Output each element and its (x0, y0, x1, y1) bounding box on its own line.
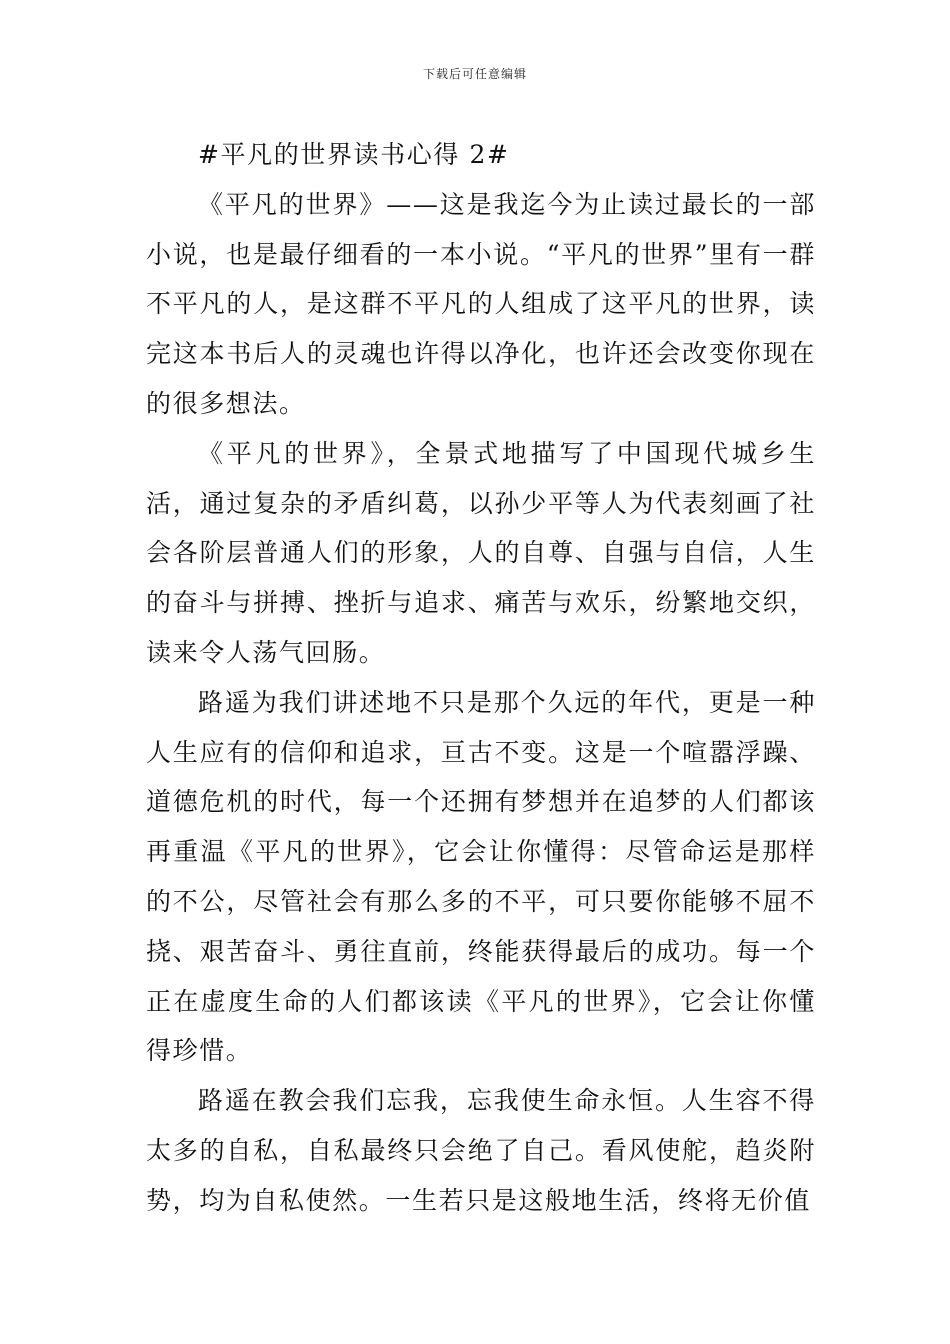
paragraph: 路遥在教会我们忘我，忘我使生命永恒。人生容不得太多的自私，自私最终只会绝了自己。看风使舵，趋炎附势，均为自私使然。一生若只是这般地生活，终将无价值 (146, 1086, 816, 1215)
paragraph: 《平凡的世界》——这是我迄今为止读过最长的一部小说，也是最仔细看的一本小说。“平凡的世界”里有一群不平凡的人，是这群不平凡的人组成了这平凡的世界，读完这本书后人的灵魂也许得以净化，也许还会改变你现在的很多想法。 (146, 189, 816, 418)
paragraph: 《平凡的世界》，全景式地描写了中国现代城乡生活，通过复杂的矛盾纠葛，以孙少平等人为代表刻画了社会各阶层普通人们的形象，人的自尊、自强与自信，人生的奋斗与拼搏、挫折与追求、痛苦与欢乐，纷繁地交织，读来令人荡气回肠。 (146, 438, 816, 667)
download-note: 下载后可任意编辑 (422, 67, 527, 81)
document-title: #平凡的世界读书心得 2# (198, 140, 510, 169)
document-body (146, 130, 816, 1226)
paragraph: 路遥为我们讲述地不只是那个久远的年代，更是一种人生应有的信仰和追求，亘古不变。这是一个喧嚣浮躁、道德危机的时代，每一个还拥有梦想并在追梦的人们都该再重温《平凡的世界》，它会让你懂得：尽管命运是那样的不公，尽管社会有那么多的不平，可只要你能够不屈不挠、艰苦奋斗、勇往直前，终能获得最后的成功。每一个正在虚度生命的人们都该读《平凡的世界》，它会让你懂得珍惜。 (146, 687, 816, 1066)
